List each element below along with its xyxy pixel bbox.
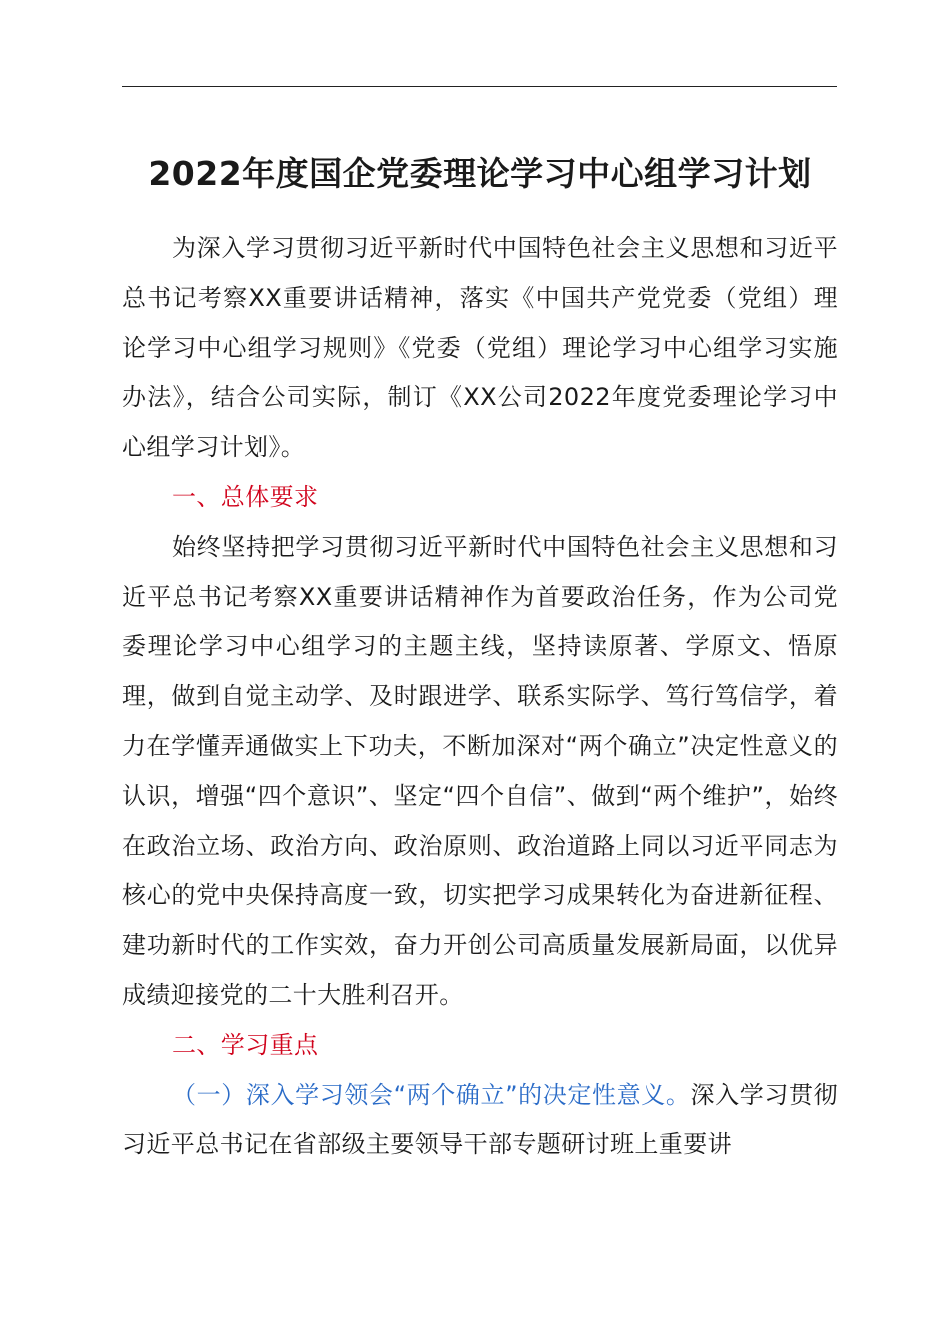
intro-paragraph: 为深入学习贯彻习近平新时代中国特色社会主义思想和习近平总书记考察XX重要讲话精神，落实《中国共产党党委（党组）理论学习中心组学习规则》《党委（党组）理论学习中心组学习实施办法》，结合公司实际，制订《XX公司2022年度党委理论学习中心组学习计划》。 bbox=[122, 234, 838, 462]
subsection-heading-two-establishments: （一）深入学习领会“两个确立”的决定性意义。 bbox=[172, 1080, 691, 1109]
study-focus-paragraph bbox=[122, 1071, 838, 1171]
overall-requirements-paragraph: 始终坚持把学习贯彻习近平新时代中国特色社会主义思想和习近平总书记考察XX重要讲话精神作为首要政治任务，作为公司党委理论学习中心组学习的主题主线，坚持读原著、学原文、悟原理，做到自觉主动学、及时跟进学、联系实际学、笃行笃信学，着力在学懂弄通做实上下功夫，不断加深对“两个确立”决定性意义的认识，增强“四个意识”、坚定“四个自信”、做到“两个维护”，始终在政治立场、政治方向、政治原则、政治道路上同以习近平同志为核心的党中央保持高度一致，切实把学习成果转化为奋进新征程、建功新时代的工作实效，奋力开创公司高质量发展新局面，以优异成绩迎接党的二十大胜利召开。 bbox=[122, 532, 838, 1009]
section-heading-study-focus: 二、学习重点 bbox=[172, 1030, 319, 1059]
section-heading-overall-requirements: 一、总体要求 bbox=[172, 482, 319, 511]
subsection-text: 深入学习贯彻习近平总书记在省部级主要领导干部专题研讨班上重要讲 bbox=[122, 1080, 838, 1159]
document-body bbox=[122, 224, 838, 1170]
header-rule bbox=[122, 86, 837, 87]
document-title: 2022年度国企党委理论学习中心组学习计划 bbox=[148, 154, 812, 193]
